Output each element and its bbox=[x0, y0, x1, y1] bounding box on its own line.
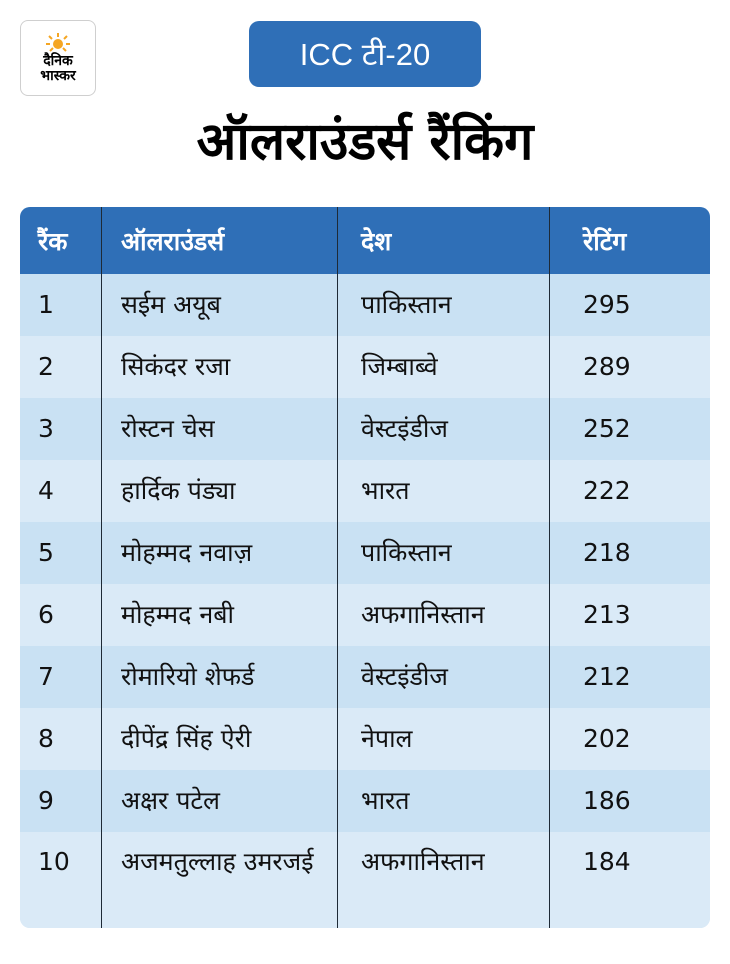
header-rating: रेटिंग bbox=[583, 226, 627, 256]
cell-player: सईम अयूब bbox=[121, 290, 221, 319]
format-badge: ICC टी-20 bbox=[249, 21, 481, 87]
table-row bbox=[20, 646, 710, 708]
header-allrounder: ऑलराउंडर्स bbox=[121, 226, 225, 256]
table-row bbox=[20, 584, 710, 646]
cell-country: भारत bbox=[361, 476, 410, 505]
cell-player: रोमारियो शेफर्ड bbox=[121, 662, 255, 691]
cell-rating: 218 bbox=[583, 538, 631, 567]
cell-player: सिकंदर रजा bbox=[121, 352, 231, 381]
cell-player: अजमतुल्लाह उमरजई bbox=[121, 847, 314, 876]
cell-rating: 222 bbox=[583, 476, 631, 505]
cell-rank: 7 bbox=[38, 662, 54, 691]
cell-player: दीपेंद्र सिंह ऐरी bbox=[121, 724, 252, 753]
header-country: देश bbox=[361, 226, 392, 256]
cell-country: जिम्बाब्वे bbox=[361, 352, 438, 381]
cell-rating: 252 bbox=[583, 414, 631, 443]
cell-rating: 295 bbox=[583, 290, 631, 319]
cell-country: वेस्टइंडीज bbox=[361, 662, 448, 691]
cell-country: भारत bbox=[361, 786, 410, 815]
table-row bbox=[20, 336, 710, 398]
cell-rank: 3 bbox=[38, 414, 54, 443]
logo-text-line1: दैनिक bbox=[43, 52, 73, 69]
table-row bbox=[20, 398, 710, 460]
cell-rank: 4 bbox=[38, 476, 54, 505]
cell-rank: 2 bbox=[38, 352, 54, 381]
page-title: ऑलराउंडर्स रैंकिंग bbox=[196, 112, 534, 172]
table-row bbox=[20, 770, 710, 832]
cell-rank: 8 bbox=[38, 724, 54, 753]
header-rank: रैंक bbox=[38, 226, 68, 256]
cell-player: रोस्टन चेस bbox=[121, 414, 215, 443]
cell-country: नेपाल bbox=[361, 724, 413, 753]
column-divider bbox=[101, 207, 102, 928]
column-divider bbox=[337, 207, 338, 928]
cell-rating: 289 bbox=[583, 352, 631, 381]
table-row bbox=[20, 708, 710, 770]
cell-country: अफगानिस्तान bbox=[361, 600, 485, 629]
rankings-table bbox=[20, 207, 710, 928]
cell-rank: 5 bbox=[38, 538, 54, 567]
cell-country: पाकिस्तान bbox=[361, 538, 452, 567]
cell-rating: 213 bbox=[583, 600, 631, 629]
cell-rank: 1 bbox=[38, 290, 54, 319]
cell-player: हार्दिक पंड्या bbox=[121, 476, 236, 505]
cell-rank: 10 bbox=[38, 847, 70, 876]
cell-rank: 9 bbox=[38, 786, 54, 815]
cell-rank: 6 bbox=[38, 600, 54, 629]
column-divider bbox=[549, 207, 550, 928]
table-row bbox=[20, 460, 710, 522]
cell-country: वेस्टइंडीज bbox=[361, 414, 448, 443]
logo-text-line2: भास्कर bbox=[40, 67, 76, 84]
cell-country: पाकिस्तान bbox=[361, 290, 452, 319]
cell-player: मोहम्मद नवाज़ bbox=[121, 538, 253, 567]
table-row bbox=[20, 832, 710, 928]
table-row bbox=[20, 522, 710, 584]
table-header bbox=[20, 207, 710, 274]
cell-player: अक्षर पटेल bbox=[121, 786, 220, 815]
cell-rating: 212 bbox=[583, 662, 631, 691]
sun-icon bbox=[46, 33, 70, 53]
cell-country: अफगानिस्तान bbox=[361, 847, 485, 876]
cell-player: मोहम्मद नबी bbox=[121, 600, 234, 629]
table-row bbox=[20, 274, 710, 336]
cell-rating: 184 bbox=[583, 847, 631, 876]
dainik-bhaskar-logo bbox=[20, 20, 96, 96]
cell-rating: 202 bbox=[583, 724, 631, 753]
cell-rating: 186 bbox=[583, 786, 631, 815]
